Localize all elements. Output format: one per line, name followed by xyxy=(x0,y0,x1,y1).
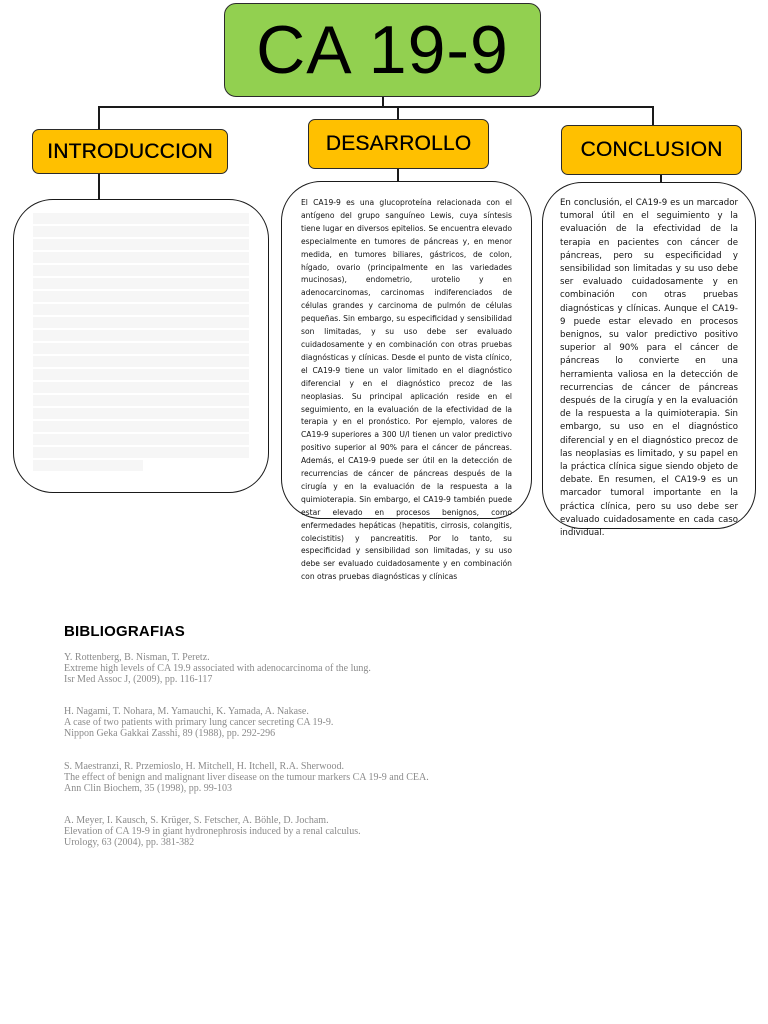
conclusion-body: En conclusión, el CA19-9 es un marcador tumoral útil en el seguimiento y la evaluación de la efectividad de la terapia en pacientes con cáncer de páncreas, pero su especificidad y sensibilidad son limitadas y su uso debe ser evaluado cuidadosamente y en combinación con otras pruebas diagnósticas y clínicas. Aunque el CA19-9 puede estar elevado en procesos benignos, su valor predictivo positivo superior al 90% para el cáncer de páncreas lo convierte en una herramienta valiosa en la detección de recurrencias de cáncer de páncreas después de la cirugía y en la evaluación de la respuesta a la quimioterapia. Sin embargo, su uso en el diagnóstico diferencial y en el diagnóstico precoz de las neoplasias es limitado, y su papel en la práctica clínica sigue siendo objeto de debate. En resumen, el CA19-9 es un marcador tumoral importante en la práctica clínica, pero su uso debe ser evaluado cuidadosamente en cada caso individual. xyxy=(560,198,738,539)
reference-title: A case of two patients with primary lung cancer secreting CA 19-9. xyxy=(64,717,334,729)
reference-source: Urology, 63 (2004), pp. 381-382 xyxy=(64,837,195,849)
reference-2 xyxy=(64,706,584,740)
reference-authors: S. Maestranzi, R. Przemioslo, H. Mitchell, H. Itchell, R.A. Sherwood. xyxy=(64,761,344,772)
introduccion-blank-lines xyxy=(33,213,249,475)
reference-authors: Y. Rottenberg, B. Nisman, T. Peretz. xyxy=(64,652,210,663)
conclusion-heading: CONCLUSION xyxy=(580,138,723,161)
title-box xyxy=(224,3,541,97)
connector-introduccion-box xyxy=(98,173,100,199)
reference-source: Ann Clin Biochem, 35 (1998), pp. 99-103 xyxy=(64,783,233,795)
reference-3 xyxy=(64,761,584,795)
conclusion-heading-box xyxy=(561,125,742,175)
page-title: CA 19-9 xyxy=(256,12,509,88)
bibliography-heading: BIBLIOGRAFIAS xyxy=(64,623,185,640)
reference-source: Nippon Geka Gakkai Zasshi, 89 (1988), pp. 292-296 xyxy=(64,728,276,740)
reference-authors: A. Meyer, I. Kausch, S. Krüger, S. Fetscher, A. Böhle, D. Jocham. xyxy=(64,815,329,826)
introduccion-heading-box xyxy=(32,129,228,174)
connector-horizontal xyxy=(98,106,654,108)
introduccion-heading: INTRODUCCION xyxy=(47,139,213,163)
desarrollo-content-box xyxy=(281,181,532,582)
reference-4 xyxy=(64,815,584,849)
conclusion-content-box xyxy=(542,182,756,539)
reference-1 xyxy=(64,652,584,686)
connector-to-conclusion xyxy=(652,106,654,126)
desarrollo-body: El CA19-9 es una glucoproteína relacionada con el antígeno del grupo sanguíneo Lewis, cuya síntesis tiene lugar en diversos epitelios. Se encuentra elevado especialmente en tumores de páncreas y, en menor medida, en tumores biliares, gástricos, de colon, hígado, ovario (principalmente en las variedades mucinosas), endometrio, urotelio y en adenocarcinomas, carcinomas indiferenciados de células grandes y carcinoma de pulmón de células pequeñas. Sin embargo, su especificidad y sensibilidad son limitadas, y su uso debe ser evaluado cuidadosamente y en combinación con otras pruebas diagnósticas y clínicas. Desde el punto de vista clínico, el CA19-9 tiene un valor limitado en el diagnóstico diferencial y en el diagnóstico precoz de las neoplasias. Su principal aplicación reside en el seguimiento, en la evaluación de la efectividad de la terapia y en el pronóstico. Por ejemplo, valores de CA19-9 superiores a 300 U/l tienen un valor predictivo positivo superior al 90% para el cáncer de páncreas. Además, el CA19-9 puede ser útil en la detección de recurrencias de cáncer de páncreas después de la cirugía y en la evaluación de la respuesta a la quimioterapia. Sin embargo, el CA19-9 también puede estar elevado en procesos benignos, como enfermedades hepáticas (hepatitis, cirrosis, colangitis, colecistitis) y pancreatitis. Por lo tanto, su especificidad y sensibilidad son limitadas, y su uso debe ser evaluado cuidadosamente y en combinación con otras pruebas diagnósticas y clínicas xyxy=(301,198,512,582)
reference-title: Extreme high levels of CA 19.9 associated with adenocarcinoma of the lung. xyxy=(64,663,371,675)
reference-title: The effect of benign and malignant liver disease on the tumour markers CA 19-9 and CEA. xyxy=(64,772,429,784)
reference-title: Elevation of CA 19-9 in giant hydronephrosis induced by a renal calculus. xyxy=(64,826,361,838)
reference-source: Isr Med Assoc J, (2009), pp. 116-117 xyxy=(64,674,213,686)
reference-authors: H. Nagami, T. Nohara, M. Yamauchi, K. Yamada, A. Nakase. xyxy=(64,706,309,717)
connector-to-desarrollo xyxy=(397,106,399,120)
desarrollo-heading: DESARROLLO xyxy=(325,132,472,155)
desarrollo-heading-box xyxy=(308,119,489,169)
connector-to-introduccion xyxy=(98,106,100,130)
connector-desarrollo-box xyxy=(397,168,399,182)
